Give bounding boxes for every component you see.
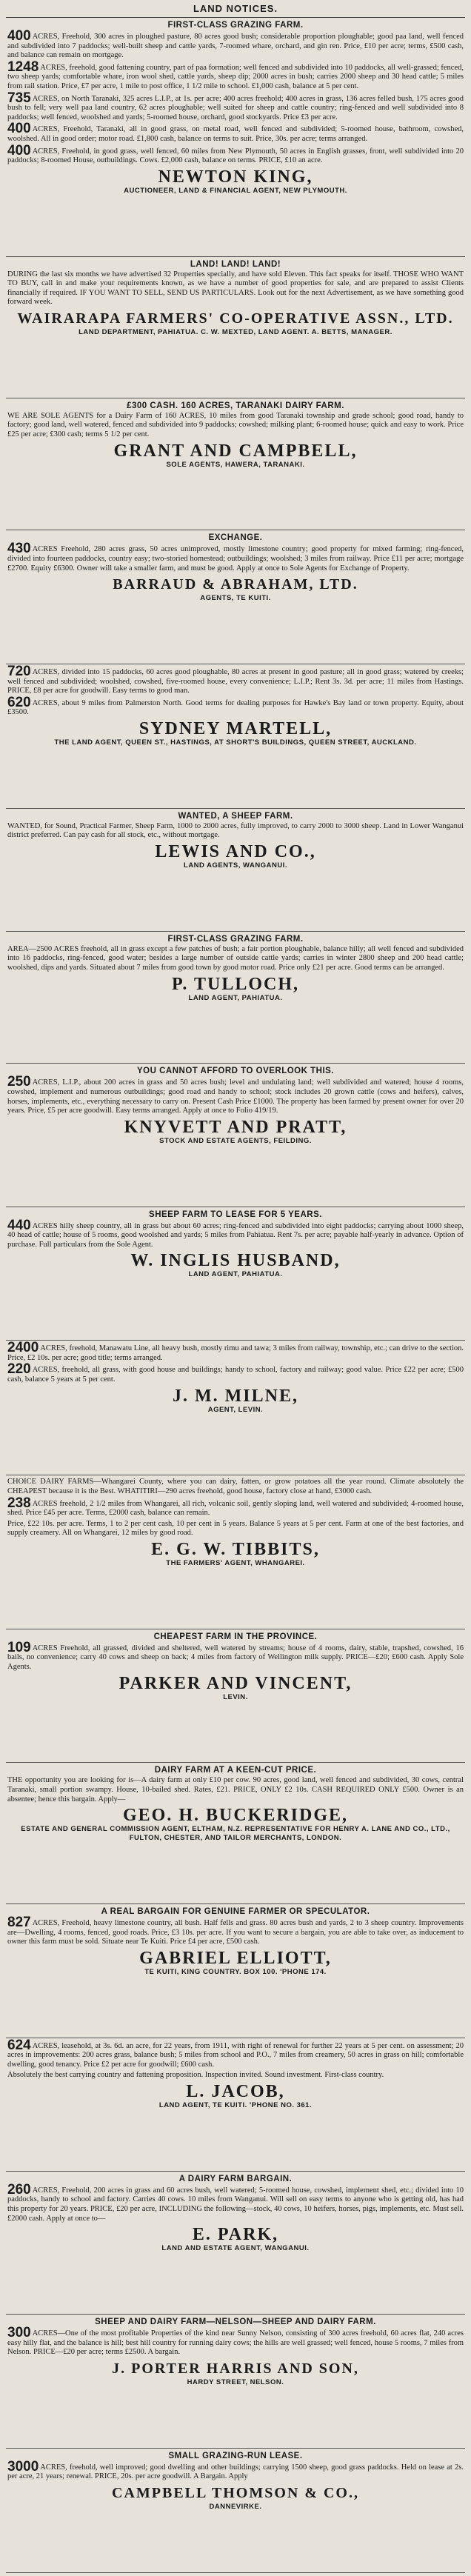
agent-name: W. INGLIS HUSBAND, bbox=[130, 1251, 341, 1271]
ad-paragraph bbox=[7, 2038, 464, 2070]
land-advertisement bbox=[6, 809, 465, 932]
ad-paragraph bbox=[7, 2181, 464, 2223]
agent-name: GABRIEL ELLIOTT, bbox=[139, 1948, 332, 1968]
ad-body-text: Price, £22 10s. per acre. Terms, 1 to 2 per cent cash, 10 per cent in 5 years. Balance 5 years at 5 per cent. Farm at one of the best factories, and supply creamery. All on Whangarei, 12 miles by good road. bbox=[7, 1519, 464, 1538]
agent-address: DANNEVIRKE. bbox=[209, 2502, 262, 2511]
land-advertisement bbox=[6, 2449, 465, 2573]
land-advertisement bbox=[6, 1341, 465, 1475]
acreage-figure: 400 bbox=[7, 142, 31, 159]
agent-name: L. JACOB, bbox=[186, 2082, 285, 2101]
agent-name: GEO. H. BUCKERIDGE, bbox=[122, 1806, 349, 1826]
ad-paragraph bbox=[7, 1074, 464, 1115]
ad-paragraph bbox=[7, 1915, 464, 1947]
agent-address: AGENT, LEVIN. bbox=[207, 1405, 264, 1414]
ad-paragraph bbox=[7, 1217, 464, 1250]
acreage-figure: 400 bbox=[7, 121, 31, 137]
ad-body-text: CHOICE DAIRY FARMS—Whangarei County, where you can dairy, fatten, or grow potatoes all the year round. Climate absolutely the CHEAPEST because it is the Best. WHATITIRI—290 acres freehold, good house, factory close at hand, £3000 cash. bbox=[7, 1478, 464, 1495]
ad-heading: £300 CASH. 160 ACRES, TARANAKI DAIRY FARM. bbox=[127, 401, 344, 410]
ad-body-text: WANTED, for Sound, Practical Farmer, Sheep Farm, 1000 to 2000 acres, fully improved, to carry 2000 to 3000 sheep. Land in Lower Wanganui district preferred. Can pay cash for all stock, etc., without mortgage. bbox=[7, 821, 464, 840]
land-advertisement bbox=[6, 18, 465, 257]
agent-name: KNYVETT AND PRATT, bbox=[124, 1117, 347, 1137]
ad-paragraph bbox=[7, 1776, 464, 1804]
ad-paragraph bbox=[7, 1520, 464, 1538]
ad-heading: DAIRY FARM AT A KEEN-CUT PRICE. bbox=[154, 1766, 317, 1775]
ad-body-text: ACRES, Freehold, heavy limestone country, all bush. Half fells and grass. 80 acres bush and yards, 2 to 3 sheep country. Improvements are—Dwelling, 4 rooms, fenced, good roads. Price, £3 10s. per acre. If you want to secure a bargain, you are able to take over, as inducement to owner this farm must be sold. Situate near Te Kuiti. Price £4 per acre, £500 cash. bbox=[7, 1919, 464, 1946]
ad-body-text: THE opportunity you are looking for is—A dairy farm at only £10 per cow. 90 acres, good land, well fenced and subdivided, 30 cows, central Taranaki, small portion swampy. House, 10-bailed shed. Rates, £21. PRICE, ONLY £2 10s. CASH REQUIRED ONLY £500. Owner is an absentee; hence this bargain. Apply— bbox=[7, 1776, 464, 1803]
land-advertisement bbox=[6, 257, 465, 398]
land-advertisement bbox=[6, 2172, 465, 2315]
ad-heading: FIRST-CLASS GRAZING FARM. bbox=[167, 21, 304, 30]
agent-name: J. M. MILNE, bbox=[173, 1386, 298, 1406]
ad-paragraph bbox=[7, 2325, 464, 2358]
ad-paragraph bbox=[7, 412, 464, 440]
ad-heading: EXCHANGE. bbox=[208, 533, 263, 543]
ad-paragraph bbox=[7, 1361, 464, 1384]
agent-address: LAND AGENT, PAHIATUA. bbox=[188, 993, 283, 1002]
agent-name: PARKER AND VINCENT, bbox=[118, 1673, 353, 1693]
agent-name: E. PARK, bbox=[192, 2225, 279, 2245]
ad-paragraph bbox=[7, 1495, 464, 1518]
ad-paragraph bbox=[7, 142, 464, 166]
ad-heading: YOU CANNOT AFFORD TO OVERLOOK THIS. bbox=[136, 1067, 335, 1076]
agent-name: E. G. W. TIBBITS, bbox=[151, 1539, 320, 1559]
land-advertisement bbox=[6, 1207, 465, 1341]
ad-heading: SHEEP FARM TO LEASE FOR 5 YEARS. bbox=[149, 1209, 322, 1219]
acreage-figure: 300 bbox=[7, 2325, 31, 2341]
ad-body-text: ACRES, freehold, good fattening country, part of paa formation; well fenced and subdivided into 10 paddocks, all well-grassed; fenced, two sheep yards; comfortable whare, iron wool shed, cattle yards, sheep dip; 2000 acres in bush; carries 2000 sheep and 30 head cattle; 5 miles from rail station. Price, £7 per acre, 1 mile to post office, 1 1/2 mile to school. £1,000 cash, balance at 5 per cent. bbox=[7, 63, 464, 90]
agent-address: THE FARMERS' AGENT, WHANGAREI. bbox=[166, 1558, 305, 1567]
land-advertisement bbox=[6, 530, 465, 664]
agent-address: LAND DEPARTMENT, PAHIATUA. C. W. MEXTED, LAND AGENT. A. BETTS, MANAGER. bbox=[78, 327, 392, 336]
agent-address: HARDY STREET, NELSON. bbox=[187, 2378, 284, 2386]
ad-paragraph bbox=[7, 121, 464, 144]
ad-body-text: ACRES, Freehold, 300 acres in ploughed pasture, 80 acres good bush; considerable proportion ploughable; good paa land, well fenced and subdivided into 7 paddocks; well-built sheep and cattle yards, 7-roomed whare, orchard, and gin ren. Price, £10 per acre; terms, £500 cash, and balance can remain on mortgage. bbox=[7, 33, 464, 60]
ad-body-text: ACRES, freehold, Manawatu Line, all heavy bush, mostly rimu and tawa; 3 miles from railway, township, etc.; can drive to the section. Price, £2 10s. per acre; good title; terms arranged. bbox=[7, 1344, 464, 1362]
land-advertisement bbox=[6, 1475, 465, 1629]
agent-address: TE KUITI, KING COUNTRY. BOX 100. 'PHONE 174. bbox=[144, 1967, 327, 1976]
ad-body-text: ACRES, Freehold, in good grass, well fenced, 60 miles from New Plymouth, 50 acres in English grasses, front, well subdivided into 20 paddocks; 8-roomed House, outbuildings. Cows. £2,000 cash, balance on terms. PRICE, £10 an acre. bbox=[7, 147, 464, 165]
acreage-figure: 735 bbox=[7, 90, 31, 106]
acreage-figure: 109 bbox=[7, 1639, 31, 1655]
ad-body-text: DURING the last six months we have advertised 32 Properties specially, and have sold Eleven. This fact speaks for itself. THOSE WHO WANT TO BUY, call in and make your requirements known, as we have a number of good properties for sale, and are prepared to assist Clients financially if required. IF YOU WANT TO SELL, SEND US PARTICULARS. Look out for the next Advertisement, as we have something good forward week. bbox=[7, 270, 464, 307]
agent-name: NEWTON KING, bbox=[158, 167, 313, 187]
ad-paragraph bbox=[7, 822, 464, 841]
agent-address: STOCK AND ESTATE AGENTS, FEILDING. bbox=[159, 1136, 312, 1145]
land-advertisement bbox=[6, 1064, 465, 1207]
agent-name: BARRAUD & ABRAHAM, LTD. bbox=[113, 576, 358, 593]
acreage-figure: 400 bbox=[7, 28, 31, 44]
ad-body-text: AREA—2500 ACRES freehold, all in grass except a few patches of bush; a fair portion ploughable, balance hilly; all well fenced and subdivided into 16 paddocks, ring-fenced, good water; besides a large number of outside cattle yards; carries in winter 2800 sheep and 200 head cattle; woolshed, dips and yards. Situated about 7 miles from good town by good motor road. Price only £21 per acre. Good terms can be arranged. bbox=[7, 944, 464, 972]
ad-heading: FIRST-CLASS GRAZING FARM. bbox=[167, 934, 304, 944]
ad-paragraph bbox=[7, 1343, 464, 1363]
land-advertisement bbox=[6, 2038, 465, 2172]
ad-paragraph bbox=[7, 270, 464, 307]
ads-list bbox=[6, 18, 465, 2573]
ad-body-text: ACRES Freehold, all grassed, divided and sheltered, well watered by streams; house of 4 rooms, dairy, stable, trapshed, cowshed, 16 bails, no convenience; carry 40 cows and sheep on back; 4 miles from factory of Wellington milk supply. PRICE—£20; £600 cash. Apply Sole Agents. bbox=[7, 1644, 464, 1671]
agent-address: THE LAND AGENT, QUEEN ST., HASTINGS, AT SHORT'S BUILDINGS, QUEEN STREET, AUCKLAND. bbox=[54, 738, 417, 747]
agent-name: WAIRARAPA FARMERS' CO-OPERATIVE ASSN., LTD. bbox=[17, 310, 454, 327]
ad-body-text: Absolutely the best carrying country and fattening proposition. Inspection invited. Sound investment. First-class country. bbox=[7, 2071, 384, 2080]
acreage-figure: 1248 bbox=[7, 59, 39, 75]
ad-paragraph bbox=[7, 2071, 464, 2081]
land-advertisement bbox=[6, 1629, 465, 1764]
ad-body-text: ACRES, leasehold, at 3s. 6d. an acre, for 22 years, from 1911, with right of renewal for further 22 years at 5 per cent. on assessment; 20 acres in improvements: 200 acres grass, balance bush; 5 miles from school and P.O., 7 miles from creamery, 50 acres in grass on hill; comfortable dwelling, good tenancy. Price £2 per acre for goodwill; £600 cash. bbox=[7, 2041, 464, 2069]
ad-heading: CHEAPEST FARM IN THE PROVINCE. bbox=[153, 1632, 318, 1641]
ad-body-text: ACRES, Freehold, Taranaki, all in good grass, on metal road, well fenced and subdivided; 5-roomed house, bathroom, cowshed, woolshed. All in good order; motor road. £1,800 cash, balance on terms to suit. Price, 30s. per acre; terms arranged. bbox=[7, 125, 464, 143]
ad-body-text: ACRES, divided into 15 paddocks, 60 acres good ploughable, 80 acres at present in good pasture; all in good grass; watered by creeks; well fenced and subdivided; woolshed, cowshed, five-roomed house, every convenience; L.I.P.; Rent 3s. 3d. per acre; 11 miles from Hastings. PRICE, £8 per acre for goodwill. Easy terms to good man. bbox=[7, 667, 464, 695]
agent-name: CAMPBELL THOMSON & CO., bbox=[112, 2484, 359, 2501]
ad-body-text: ACRES, about 9 miles from Palmerston North. Good terms for dealing purposes for Hawke's Bay land or town property. Equity, about £3500. bbox=[7, 698, 464, 717]
acreage-figure: 430 bbox=[7, 541, 31, 557]
ad-body-text: ACRES, Freehold, 200 acres in grass and 60 acres bush, well watered; 5-roomed house, cowshed, implement shed, etc.; divided into 10 paddocks, handy to school and factory. Carries 40 cows. 10 miles from Wanganui. Will sell on easy terms to anyone who is getting old, has had this property for 20 years. PRICE, £20 per acre, INCLUDING the following—stock, 40 cows, 10 heifers, horses, pigs, implements, etc. Must sell. £2000 cash. Apply at once to— bbox=[7, 2186, 464, 2223]
acreage-figure: 720 bbox=[7, 664, 31, 679]
acreage-figure: 238 bbox=[7, 1495, 31, 1511]
land-advertisement bbox=[6, 932, 465, 1064]
ad-heading: LAND! LAND! LAND! bbox=[190, 259, 281, 269]
ad-heading: SHEEP AND DAIRY FARM—NELSON—SHEEP AND DAIRY FARM. bbox=[95, 2318, 376, 2327]
agent-name: J. PORTER HARRIS AND SON, bbox=[112, 2360, 359, 2377]
agent-address: SOLE AGENTS, HAWERA, TARANAKI. bbox=[166, 460, 305, 469]
ad-body-text: ACRES hilly sheep country, all in grass but about 60 acres; ring-fenced and subdivided into eight paddocks; carrying about 1000 sheep, 40 head of cattle; house of 5 rooms, good woolshed and yards; 5 miles from Pahiatua. Rent 7s. per acre; payable half-yearly in advance. Option of purchase. Full particulars from the Sole Agent. bbox=[7, 1221, 464, 1249]
ad-paragraph bbox=[7, 28, 464, 61]
acreage-figure: 3000 bbox=[7, 2458, 39, 2475]
ad-body-text: ACRES, L.I.P., about 200 acres in grass and 50 acres bush; level and undulating land; well subdivided and watered; house 4 rooms, cowshed, implement and numerous outbuildings; good road and handy to school; stock includes 20 grown cattle (cows and heifers), calves, horses, implements, etc., everything necessary to carry on. Present Cash Price £1000. The property has been farmed by present owner for over 20 years. Price, £5 per acre goodwill. Easy terms arranged. Apply at once to Folio 419/19. bbox=[7, 1078, 464, 1115]
acreage-figure: 2400 bbox=[7, 1341, 39, 1356]
ad-heading: WANTED, A SHEEP FARM. bbox=[178, 811, 293, 821]
agent-name: LEWIS AND CO., bbox=[155, 841, 316, 861]
agent-address: LAND AND ESTATE AGENT, WANGANUI. bbox=[161, 2244, 310, 2253]
ad-body-text: ACRES freehold, 2 1/2 miles from Whangarei, all rich, volcanic soil, gently sloping land, well watered and subdivided; 4-roomed house, shed. Price £45 per acre. Terms, £2000 cash, balance can remain. bbox=[7, 1499, 464, 1518]
acreage-figure: 620 bbox=[7, 694, 31, 710]
newspaper-column bbox=[6, 0, 465, 2573]
agent-name: SYDNEY MARTELL, bbox=[138, 718, 333, 738]
land-advertisement bbox=[6, 398, 465, 531]
ad-body-text: ACRES Freehold, 280 acres grass, 50 acres unimproved, mostly limestone country; good property for mixed farming; ring-fenced, divided into fourteen paddocks, country easy; two-storied homestead; outbuildings; woolshed; 3 miles from railway. Price £11 per acre; mortgage £2700. Equity £6300. Owner will take a smaller farm, and must be good. Apply at once to Sole Agents for Exchange of Property. bbox=[7, 545, 464, 573]
agent-address: ESTATE AND GENERAL COMMISSION AGENT, ELTHAM, N.Z. REPRESENTATIVE FOR HENRY A. LANE AND CO., LTD., FULTON, CHESTER, AND TAILOR MERCHANTS, LONDON. bbox=[21, 1825, 450, 1843]
agent-address: AGENTS, TE KUITI. bbox=[200, 594, 271, 603]
ad-heading: A REAL BARGAIN FOR GENUINE FARMER OR SPECULATOR. bbox=[101, 1907, 370, 1917]
ad-body-text: ACRES, freehold, well improved; good dwelling and other buildings; carrying 1500 sheep, good grass paddocks. Held on lease at 2s. per acre, 21 years; renewal. PRICE, 20s. per acre goodwill. A Bargain. Apply bbox=[7, 2463, 464, 2481]
agent-address: LAND AGENT, TE KUITI. 'PHONE NO. 361. bbox=[158, 2101, 313, 2109]
land-advertisement bbox=[6, 1904, 465, 2038]
agent-address: AUCTIONEER, LAND & FINANCIAL AGENT, NEW PLYMOUTH. bbox=[124, 186, 347, 195]
ad-paragraph bbox=[7, 90, 464, 123]
agent-name: P. TULLOCH, bbox=[171, 974, 300, 994]
ad-heading: SMALL GRAZING-RUN LEASE. bbox=[168, 2451, 303, 2460]
ad-heading: A DAIRY FARM BARGAIN. bbox=[178, 2174, 293, 2183]
ad-paragraph bbox=[7, 945, 464, 973]
land-advertisement bbox=[6, 664, 465, 809]
acreage-figure: 827 bbox=[7, 1915, 31, 1931]
acreage-figure: 624 bbox=[7, 2038, 31, 2053]
ad-paragraph bbox=[7, 2458, 464, 2482]
ad-paragraph bbox=[7, 664, 464, 696]
acreage-figure: 440 bbox=[7, 1217, 31, 1233]
section-masthead: LAND NOTICES. bbox=[6, 1, 465, 18]
acreage-figure: 250 bbox=[7, 1074, 31, 1090]
acreage-figure: 260 bbox=[7, 2181, 31, 2198]
ad-body-text: ACRES, on North Taranaki, 325 acres L.I.P., at 1s. per acre; 400 acres freehold; 400 acres in grass, 136 acres felled bush, 175 acres good bush to fell; very well paa land country, 62 acres ploughable; well suited for sheep and cattle country; ring-fenced and well subdivided into 8 paddocks; well fenced, woolshed and yards; 5-roomed house, orchard, good stockyards. Price £3 per acre. bbox=[7, 94, 464, 121]
land-advertisement bbox=[6, 2315, 465, 2449]
acreage-figure: 220 bbox=[7, 1361, 31, 1378]
ad-paragraph bbox=[7, 59, 464, 92]
ad-paragraph bbox=[7, 1639, 464, 1672]
agent-address: LAND AGENT, PAHIATUA. bbox=[188, 1270, 283, 1279]
agent-address: LEVIN. bbox=[223, 1692, 248, 1701]
ad-paragraph bbox=[7, 694, 464, 718]
land-advertisement bbox=[6, 1763, 465, 1904]
ad-body-text: ACRES, freehold, all grass, with good house and buildings; handy to school, factory and railway; good value. Price £22 per acre; £500 cash, balance 5 years at 5 per cent. bbox=[7, 1366, 464, 1384]
ad-paragraph bbox=[7, 1478, 464, 1496]
agent-name: GRANT AND CAMPBELL, bbox=[113, 441, 358, 461]
ad-paragraph bbox=[7, 541, 464, 573]
ad-body-text: ACRES—One of the most profitable Properties of the kind near Sunny Nelson, consisting of 300 acres freehold, 60 acres flat, 240 acres easy hilly flat, and the balance is hill; best hill country for running dairy cows; the hills are well grassed; well fenced, house 5 rooms, 7 miles from Nelson. PRICE—£20 per acre; terms £2500. A bargain. bbox=[7, 2329, 464, 2357]
agent-address: LAND AGENTS, WANGANUI. bbox=[184, 861, 287, 870]
ad-body-text: WE ARE SOLE AGENTS for a Dairy Farm of 160 ACRES, 10 miles from good Taranaki township and grade school; good road, handy to factory; good land, well watered, fenced and subdivided into 9 paddocks; cowshed; milking plant; 6-roomed house; quick and easy to work. Price £25 per acre; £300 cash; terms 5 1/2 per cent. bbox=[7, 411, 464, 438]
